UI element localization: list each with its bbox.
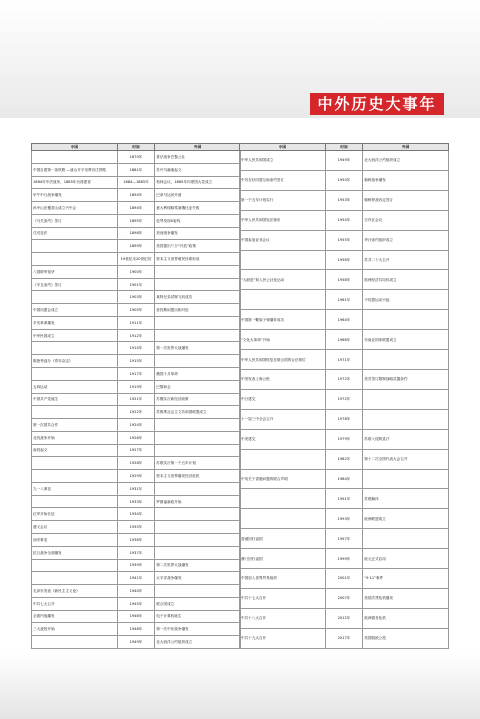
- time-cell: 1911年: [117, 316, 155, 329]
- time-cell: 1961年: [325, 290, 363, 310]
- time-cell: 1912年: [117, 329, 155, 342]
- header-china: 中国: [32, 144, 118, 151]
- foreign-event-cell: [155, 482, 241, 495]
- china-event-cell: [32, 470, 118, 483]
- foreign-event-cell: 不结盟运动兴起: [363, 290, 449, 310]
- table-row: [240, 250, 449, 270]
- china-event-cell: 《辛丑条约》签订: [32, 278, 118, 291]
- table-row: [240, 489, 449, 509]
- time-cell: 1914年: [117, 342, 155, 355]
- china-event-cell: 香港回归祖国: [240, 529, 326, 549]
- foreign-event-cell: 美国次贷危机爆发: [363, 588, 449, 608]
- foreign-event-cell: 巴拿马运河开凿: [155, 189, 241, 202]
- table-row: [240, 210, 449, 230]
- time-cell: 1978年: [325, 409, 363, 429]
- timeline-rows-left: [32, 151, 241, 649]
- china-event-cell: [32, 457, 118, 470]
- foreign-event-cell: 美苏签订限制战略武器条约: [363, 369, 449, 389]
- foreign-event-cell: [155, 278, 241, 291]
- china-event-cell: 中华民国成立: [32, 329, 118, 342]
- china-event-cell: [32, 240, 118, 253]
- china-event-cell: 澳门回归祖国: [240, 549, 326, 569]
- china-event-cell: 十一届三中全会召开: [240, 409, 326, 429]
- china-event-cell: 抗日战争全面爆发: [32, 546, 118, 559]
- time-cell: 1900年: [117, 265, 155, 278]
- foreign-event-cell: [363, 469, 449, 489]
- page-title: 中外历史大事年表: [310, 93, 444, 115]
- table-row: [32, 495, 241, 508]
- table-row: [32, 240, 241, 253]
- table-row: [32, 278, 241, 291]
- foreign-event-cell: 联合国成立: [155, 597, 241, 610]
- china-event-cell: 中国自建第一条铁路 —唐山开平至胥各庄铁路: [32, 163, 118, 176]
- table-row: [32, 214, 241, 227]
- foreign-event-cell: “9·11”事件: [363, 569, 449, 589]
- time-cell: 1940年: [117, 585, 155, 598]
- china-event-cell: 九一八事变: [32, 482, 118, 495]
- foreign-event-cell: 北大西洋公约组织成立: [363, 151, 449, 171]
- table-row: [240, 429, 449, 449]
- time-cell: 1979年: [325, 429, 363, 449]
- table-row: [32, 406, 241, 419]
- china-event-cell: 全面内战爆发: [32, 610, 118, 623]
- table-row: [240, 608, 449, 628]
- table-row: [32, 610, 241, 623]
- china-event-cell: [32, 368, 118, 381]
- foreign-event-cell: 柏林会议，1885年印度国大党成立: [155, 176, 241, 189]
- table-row: [32, 597, 241, 610]
- time-cell: 1901年: [117, 278, 155, 291]
- foreign-event-cell: [155, 431, 241, 444]
- table-row: [240, 529, 449, 549]
- china-event-cell: 中国共产党诞生: [32, 393, 118, 406]
- time-cell: 1926年: [117, 431, 155, 444]
- table-row: [240, 588, 449, 608]
- time-cell: 1941年: [117, 572, 155, 585]
- china-event-cell: 中国第一颗原子弹爆炸成功: [240, 310, 326, 330]
- time-cell: 1921年: [117, 393, 155, 406]
- table-row: [32, 253, 241, 266]
- time-cell: 1898年: [117, 227, 155, 240]
- time-cell: 1997年: [325, 529, 363, 549]
- header-foreign: 外国: [155, 144, 241, 151]
- time-cell: 1937年: [117, 546, 155, 559]
- table-row: [32, 533, 241, 546]
- foreign-event-cell: [155, 508, 241, 521]
- china-event-cell: 中华人民共和国宪法颁布: [240, 210, 326, 230]
- foreign-event-cell: 伦琴发现X射线: [155, 214, 241, 227]
- foreign-event-cell: 北大西洋公约组织成立: [155, 636, 241, 649]
- foreign-event-cell: 朝鲜战争爆发: [363, 170, 449, 190]
- time-cell: 1917年: [117, 368, 155, 381]
- china-event-cell: 1884年中法战争，1885年台湾建省: [32, 176, 118, 189]
- china-event-cell: [32, 636, 118, 649]
- foreign-event-cell: 日内瓦会议: [363, 210, 449, 230]
- china-event-cell: 中共七大召开: [32, 597, 118, 610]
- foreign-event-cell: [155, 521, 241, 534]
- china-event-cell: 中日建交: [240, 389, 326, 409]
- foreign-event-cell: [363, 350, 449, 370]
- foreign-event-cell: 苏维埃社会主义共和国联盟成立: [155, 406, 241, 419]
- time-cell: 1919年: [117, 380, 155, 393]
- time-cell: 1955年: [325, 230, 363, 250]
- time-cell: 19世纪末20世纪初: [117, 253, 155, 266]
- time-cell: 1954年: [325, 210, 363, 230]
- china-event-cell: [240, 509, 326, 529]
- foreign-event-cell: 英国脱欧公投: [363, 628, 449, 648]
- china-event-cell: 五四运动: [32, 380, 118, 393]
- china-event-cell: 三大战役开始: [32, 623, 118, 636]
- china-event-cell: [32, 495, 118, 508]
- time-cell: 1895年: [117, 214, 155, 227]
- china-event-cell: [32, 342, 118, 355]
- china-event-cell: 北伐战争开始: [32, 431, 118, 444]
- foreign-event-cell: 欧洲经济共同体成立: [363, 270, 449, 290]
- china-event-cell: [240, 489, 326, 509]
- foreign-event-cell: [155, 444, 241, 457]
- foreign-event-cell: 苏丹马赫迪起义: [155, 163, 241, 176]
- foreign-event-cell: 俄国十月革命: [155, 368, 241, 381]
- time-cell: 1950年: [325, 170, 363, 190]
- china-event-cell: 中英关于香港问题的联合声明: [240, 469, 326, 489]
- foreign-event-cell: [363, 409, 449, 429]
- foreign-event-cell: 美西战争爆发: [155, 227, 241, 240]
- table-row: [240, 369, 449, 389]
- foreign-event-cell: 普法战争巴黎公社: [155, 151, 241, 164]
- china-event-cell: [32, 151, 118, 164]
- time-cell: 2001年: [325, 569, 363, 589]
- foreign-event-cell: 第十二次全国代表大会召开: [363, 449, 449, 469]
- time-cell: 1991年: [325, 489, 363, 509]
- table-row: [32, 546, 241, 559]
- time-cell: 1935年: [117, 521, 155, 534]
- table-row: [32, 316, 241, 329]
- china-event-cell: 第一个五年计划实行: [240, 190, 326, 210]
- time-cell: 1899年: [117, 240, 155, 253]
- table-row: [32, 380, 241, 393]
- china-event-cell: 西安事变: [32, 533, 118, 546]
- china-event-cell: 中国加入世界贸易组织: [240, 569, 326, 589]
- foreign-event-cell: 华沙条约组织成立: [363, 230, 449, 250]
- table-row: [240, 290, 449, 310]
- header-china: 中国: [240, 144, 326, 151]
- china-event-cell: 中华人民共和国成立: [240, 151, 326, 171]
- foreign-event-cell: 资本主义世界爆发经济危机: [155, 470, 241, 483]
- china-event-cell: 中共十七大召开: [240, 588, 326, 608]
- foreign-event-cell: 巴黎和会: [155, 380, 241, 393]
- foreign-event-cell: [155, 329, 241, 342]
- china-event-cell: 中美发表上海公报: [240, 369, 326, 389]
- foreign-event-cell: 东南亚国家联盟成立: [363, 330, 449, 350]
- time-cell: 1936年: [117, 533, 155, 546]
- foreign-event-cell: [155, 355, 241, 368]
- table-row: [240, 509, 449, 529]
- china-event-cell: 八国联军侵华: [32, 265, 118, 278]
- china-event-cell: [240, 250, 326, 270]
- china-event-cell: [32, 572, 118, 585]
- time-cell: 2007年: [325, 588, 363, 608]
- table-row: [32, 482, 241, 495]
- timeline-table-left: [31, 143, 241, 649]
- table-row: [32, 176, 241, 189]
- foreign-event-cell: 第一次中东战争爆发: [155, 623, 241, 636]
- foreign-event-cell: 朝鲜停战协定签订: [363, 190, 449, 210]
- time-cell: 1884—1885年: [117, 176, 155, 189]
- china-event-cell: 中华人民共和国恢复在联合国的合法席位: [240, 350, 326, 370]
- table-row: [32, 342, 241, 355]
- foreign-event-cell: 意大利侵略埃塞俄比亚失败: [155, 202, 241, 215]
- header-time: 时间: [325, 144, 363, 151]
- time-cell: 1993年: [325, 509, 363, 529]
- table-row: [32, 163, 241, 176]
- time-cell: 2017年: [325, 628, 363, 648]
- table-row: [32, 291, 241, 304]
- time-cell: 1956年: [325, 250, 363, 270]
- foreign-event-cell: 爱因斯坦提出相对论: [155, 304, 241, 317]
- time-cell: 1905年: [117, 304, 155, 317]
- china-event-cell: 中国参加亚非会议: [240, 230, 326, 250]
- table-header-row: [32, 144, 241, 151]
- foreign-event-cell: 电子计算机诞生: [155, 610, 241, 623]
- china-event-cell: 陈独秀创办《青年杂志》: [32, 355, 118, 368]
- foreign-event-cell: 太平洋战争爆发: [155, 572, 241, 585]
- foreign-event-cell: 莱特兄弟试制飞机成功: [155, 291, 241, 304]
- foreign-event-cell: 资本主义世界殖民体系形成: [155, 253, 241, 266]
- table-row: [32, 202, 241, 215]
- time-cell: 1933年: [117, 495, 155, 508]
- foreign-event-cell: 第二次世界大战爆发: [155, 559, 241, 572]
- footer-background: [0, 653, 480, 719]
- time-cell: 1971年: [325, 350, 363, 370]
- china-event-cell: 甲午中日战争爆发: [32, 189, 118, 202]
- china-event-cell: 第一次国共合作: [32, 419, 118, 432]
- table-row: [32, 227, 241, 240]
- time-cell: 1931年: [117, 482, 155, 495]
- china-event-cell: 中苏友好同盟互助条约签订: [240, 170, 326, 190]
- foreign-event-cell: [155, 316, 241, 329]
- foreign-event-cell: 苏联入侵阿富汗: [363, 429, 449, 449]
- time-cell: 1927年: [117, 444, 155, 457]
- table-row: [32, 419, 241, 432]
- china-event-cell: 南昌起义: [32, 444, 118, 457]
- time-cell: 1934年: [117, 508, 155, 521]
- table-row: [32, 189, 241, 202]
- table-row: [240, 449, 449, 469]
- table-row: [32, 151, 241, 164]
- time-cell: 1958年: [325, 270, 363, 290]
- table-row: [32, 265, 241, 278]
- foreign-event-cell: [363, 529, 449, 549]
- table-row: [32, 559, 241, 572]
- foreign-event-cell: 苏俄实行新经济政策: [155, 393, 241, 406]
- china-event-cell: [32, 253, 118, 266]
- time-cell: 1982年: [325, 449, 363, 469]
- foreign-event-cell: 美国提出“门户开放”政策: [155, 240, 241, 253]
- header-time: 时间: [117, 144, 155, 151]
- table-row: [240, 409, 449, 429]
- time-cell: 1999年: [325, 549, 363, 569]
- time-cell: 1964年: [325, 310, 363, 330]
- table-row: [32, 457, 241, 470]
- table-row: [240, 628, 449, 648]
- time-cell: 1922年: [117, 406, 155, 419]
- foreign-event-cell: 欧洲债务危机: [363, 608, 449, 628]
- foreign-event-cell: 苏共二十大召开: [363, 250, 449, 270]
- table-row: [240, 569, 449, 589]
- time-cell: 1881年: [117, 163, 155, 176]
- table-row: [32, 368, 241, 381]
- china-event-cell: 中美建交: [240, 429, 326, 449]
- china-event-cell: [240, 290, 326, 310]
- table-row: [32, 304, 241, 317]
- time-cell: 1924年: [117, 419, 155, 432]
- china-event-cell: 辛亥革命爆发: [32, 316, 118, 329]
- foreign-event-cell: [155, 533, 241, 546]
- foreign-event-cell: [363, 389, 449, 409]
- time-cell: 1939年: [117, 559, 155, 572]
- china-event-cell: 《马关条约》签订: [32, 214, 118, 227]
- table-row: [32, 431, 241, 444]
- foreign-event-cell: 苏联实行第一个五年计划: [155, 457, 241, 470]
- china-event-cell: [32, 406, 118, 419]
- table-row: [32, 572, 241, 585]
- foreign-event-cell: 欧元正式启用: [363, 549, 449, 569]
- table-row: [32, 585, 241, 598]
- table-row: [32, 521, 241, 534]
- table-row: [32, 444, 241, 457]
- time-cell: 1870年: [117, 151, 155, 164]
- table-row: [240, 190, 449, 210]
- time-cell: 1945年: [117, 597, 155, 610]
- time-cell: 1953年: [325, 190, 363, 210]
- foreign-event-cell: [155, 265, 241, 278]
- timeline-rows-right: [240, 151, 449, 649]
- china-event-cell: [240, 449, 326, 469]
- table-row: [240, 469, 449, 489]
- table-row: [32, 329, 241, 342]
- timeline-table-right: [239, 143, 449, 649]
- table-row: [32, 355, 241, 368]
- time-cell: 1929年: [117, 470, 155, 483]
- china-event-cell: [32, 559, 118, 572]
- china-event-cell: 遵义会议: [32, 521, 118, 534]
- foreign-event-cell: [363, 310, 449, 330]
- time-cell: 1928年: [117, 457, 155, 470]
- foreign-event-cell: 欧洲联盟成立: [363, 509, 449, 529]
- china-event-cell: 孙中山在檀香山成立兴中会: [32, 202, 118, 215]
- foreign-event-cell: 苏联解体: [363, 489, 449, 509]
- table-row: [32, 470, 241, 483]
- table-header-row: [240, 144, 449, 151]
- table-row: [32, 623, 241, 636]
- china-event-cell: 中共十九大召开: [240, 628, 326, 648]
- foreign-event-cell: [155, 585, 241, 598]
- header-foreign: 外国: [363, 144, 449, 151]
- time-cell: 1972年: [325, 369, 363, 389]
- table-row: [32, 393, 241, 406]
- time-cell: 1894年: [117, 189, 155, 202]
- table-row: [32, 636, 241, 649]
- time-cell: 1894年: [117, 202, 155, 215]
- china-event-cell: 中共十八大召开: [240, 608, 326, 628]
- time-cell: 1949年: [117, 636, 155, 649]
- china-event-cell: [32, 291, 118, 304]
- table-row: [240, 170, 449, 190]
- china-event-cell: 中国同盟会成立: [32, 304, 118, 317]
- china-event-cell: 戊戌变法: [32, 227, 118, 240]
- table-row: [240, 389, 449, 409]
- time-cell: 1949年: [325, 151, 363, 171]
- foreign-event-cell: [155, 546, 241, 559]
- time-cell: 1972年: [325, 389, 363, 409]
- foreign-event-cell: [155, 419, 241, 432]
- time-cell: 1915年: [117, 355, 155, 368]
- time-cell: 1948年: [117, 623, 155, 636]
- time-cell: 1984年: [325, 469, 363, 489]
- china-event-cell: “大跃进”和人民公社化运动: [240, 270, 326, 290]
- time-cell: 2012年: [325, 608, 363, 628]
- china-event-cell: “文化大革命”开始: [240, 330, 326, 350]
- table-row: [240, 330, 449, 350]
- table-row: [32, 508, 241, 521]
- table-row: [240, 230, 449, 250]
- china-event-cell: 红军开始长征: [32, 508, 118, 521]
- foreign-event-cell: 第一次世界大战爆发: [155, 342, 241, 355]
- china-event-cell: 毛泽东发表《新民主主义论》: [32, 585, 118, 598]
- table-row: [240, 350, 449, 370]
- table-row: [240, 151, 449, 171]
- time-cell: 1946年: [117, 610, 155, 623]
- table-row: [240, 310, 449, 330]
- table-row: [240, 270, 449, 290]
- time-cell: 1903年: [117, 291, 155, 304]
- table-row: [240, 549, 449, 569]
- time-cell: 1966年: [325, 330, 363, 350]
- foreign-event-cell: 罗斯福新政开始: [155, 495, 241, 508]
